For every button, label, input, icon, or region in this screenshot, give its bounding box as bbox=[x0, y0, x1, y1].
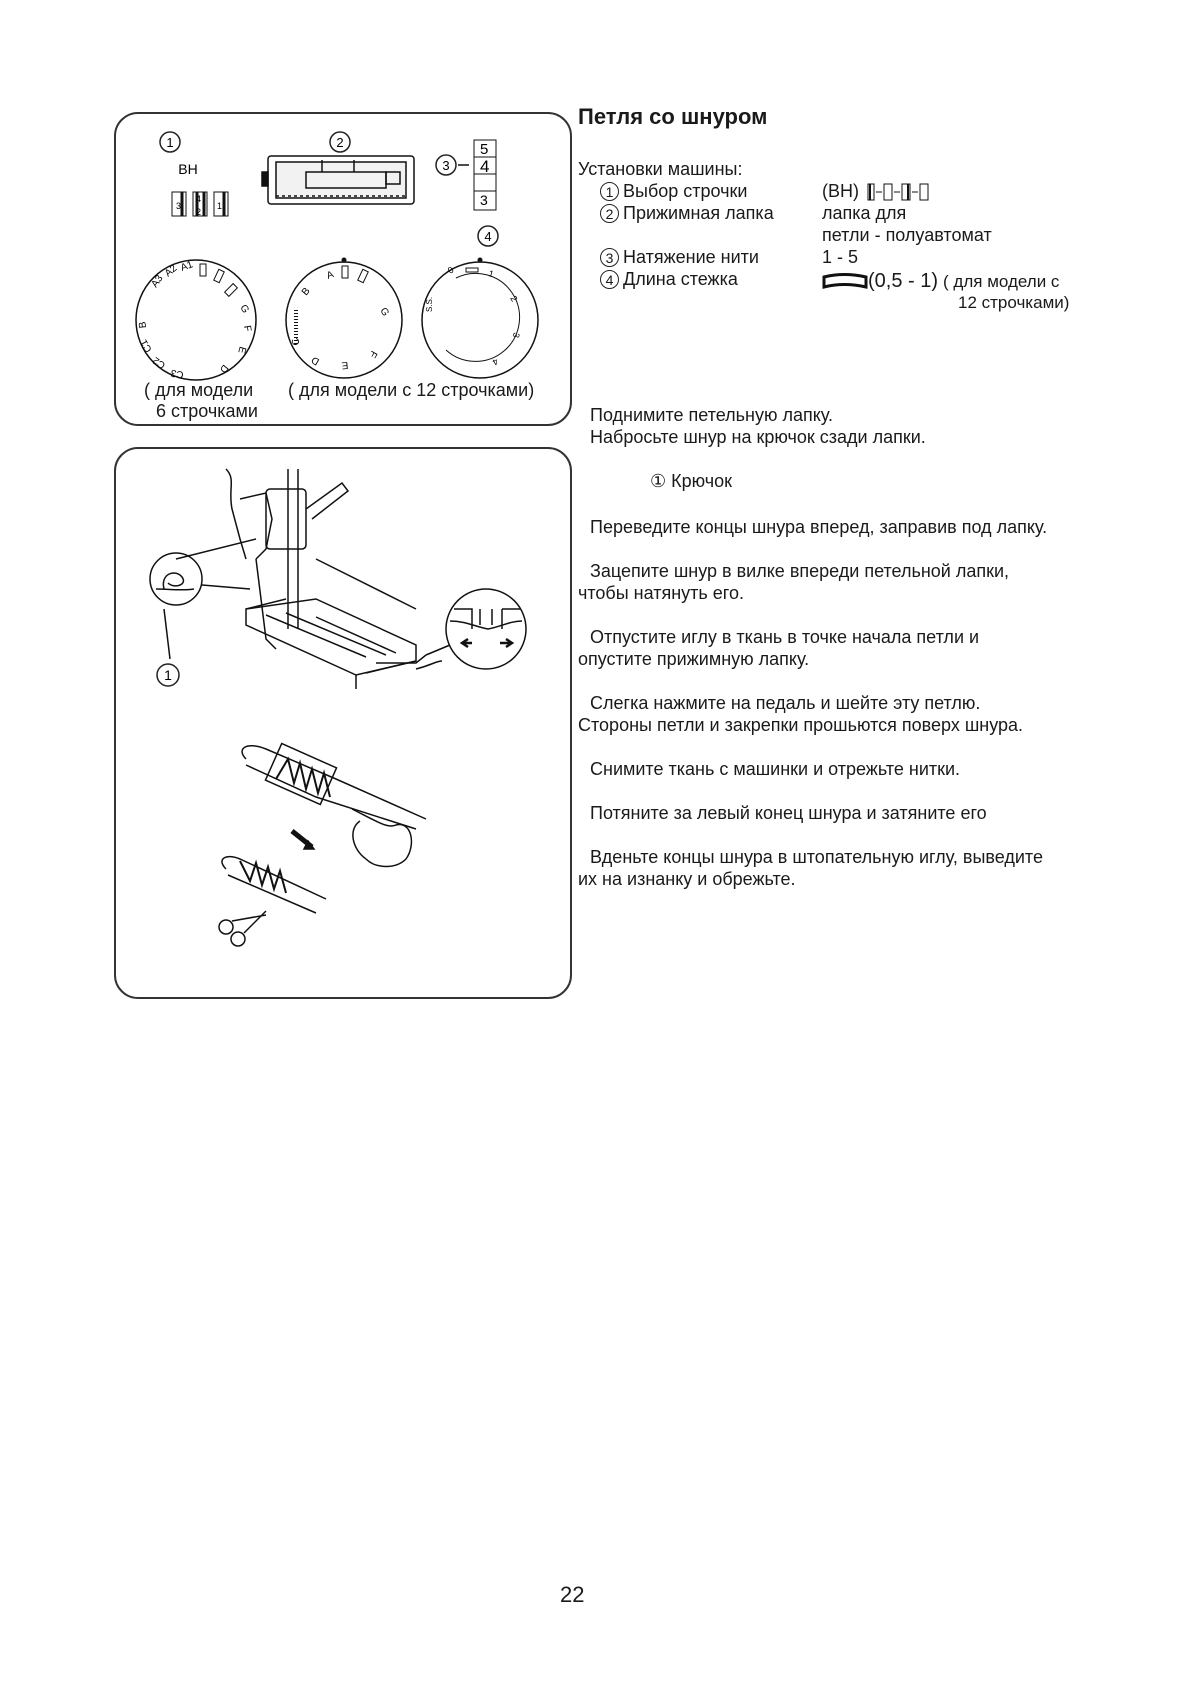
caption-6-patterns-line2: 6 строчками bbox=[156, 401, 258, 421]
caption-12-patterns: ( для модели с 12 строчками) bbox=[288, 380, 535, 400]
svg-text:0: 0 bbox=[446, 264, 456, 276]
svg-text:3: 3 bbox=[510, 331, 522, 339]
svg-text:1: 1 bbox=[487, 268, 495, 280]
svg-text:C2: C2 bbox=[150, 354, 168, 371]
setting-value-2: лапка для bbox=[822, 203, 907, 223]
step-5-line-2: опустите прижимную лапку. bbox=[578, 649, 810, 669]
svg-text:4: 4 bbox=[480, 157, 490, 176]
svg-text:4: 4 bbox=[490, 356, 500, 368]
caption-6-patterns: ( для модели bbox=[144, 380, 254, 400]
step-8-line-1: Потяните за левый конец шнура и затяните его bbox=[590, 803, 987, 823]
buttonhole-sequence-icon bbox=[864, 181, 944, 203]
setting-value-4: (0,5 - 1) ( для модели с bbox=[822, 270, 1059, 293]
settings-figure bbox=[116, 114, 570, 424]
svg-text:G: G bbox=[237, 303, 251, 316]
svg-text:3: 3 bbox=[480, 192, 488, 208]
svg-text:1: 1 bbox=[217, 201, 223, 211]
stitch-length-dial bbox=[422, 258, 538, 379]
setting-value-2b: петли - полуавтомат bbox=[822, 225, 992, 245]
setting-value-1: (ВН) bbox=[822, 180, 944, 203]
svg-text:C1: C1 bbox=[138, 337, 155, 354]
setting-row-2: 2 Прижимная лапка bbox=[600, 202, 774, 224]
stitch-length-icon bbox=[822, 272, 868, 292]
callout-4-top bbox=[478, 226, 498, 246]
svg-text:A1: A1 bbox=[179, 259, 195, 274]
svg-text:5: 5 bbox=[480, 141, 489, 158]
callout-1-top bbox=[160, 132, 180, 152]
step-3-line-1: Переведите концы шнура вперед, заправив под лапку. bbox=[590, 517, 1048, 537]
presser-foot-drawing bbox=[176, 469, 442, 689]
scissors-icon bbox=[219, 911, 266, 946]
svg-text:G: G bbox=[377, 306, 391, 319]
step-4-line-2: чтобы натянуть его. bbox=[578, 583, 744, 603]
svg-text:B: B bbox=[137, 321, 149, 329]
corded-buttonhole-drawing bbox=[219, 744, 426, 946]
step-6-line-1: Слегка нажмите на педаль и шейте эту петлю. bbox=[590, 693, 981, 713]
svg-text:A2: A2 bbox=[162, 263, 180, 280]
step-6-line-2: Стороны петли и закрепки прошьются поверх шнура. bbox=[578, 715, 1024, 735]
callout-3-top bbox=[436, 155, 456, 175]
settings-figure-panel bbox=[114, 112, 572, 426]
step-9-line-1: Вденьте концы шнура в штопательную иглу, выведите bbox=[590, 847, 1043, 867]
svg-text:B: B bbox=[299, 285, 313, 298]
step-1-line-2: Набросьте шнур на крючок сзади лапки. bbox=[590, 427, 926, 447]
cord-fork-detail bbox=[426, 589, 526, 669]
setting-row-1: 1 Выбор строчки bbox=[600, 180, 747, 202]
svg-text:A3: A3 bbox=[149, 273, 166, 290]
svg-text:2: 2 bbox=[196, 207, 202, 217]
svg-text:1: 1 bbox=[166, 135, 174, 150]
svg-text:3: 3 bbox=[442, 158, 450, 173]
svg-text:D: D bbox=[217, 362, 231, 375]
procedure-figure bbox=[116, 449, 570, 997]
hook-detail bbox=[150, 553, 250, 659]
procedure-figure-panel bbox=[114, 447, 572, 999]
setting-row-3: 3 Натяжение нити bbox=[600, 246, 759, 268]
callout-1-bottom bbox=[157, 664, 179, 686]
svg-text:4: 4 bbox=[484, 229, 492, 244]
buttonhole-foot-drawing bbox=[262, 156, 414, 204]
svg-text:3: 3 bbox=[176, 201, 182, 211]
svg-text:A: A bbox=[325, 269, 336, 282]
svg-text:2: 2 bbox=[508, 294, 520, 304]
svg-text:D: D bbox=[309, 353, 322, 367]
step-7-line-1: Снимите ткань с машинки и отрежьте нитки. bbox=[590, 759, 961, 779]
step-1-line-1: Поднимите петельную лапку. bbox=[590, 405, 834, 425]
page-number: 22 bbox=[560, 1582, 585, 1607]
step-5-line-1: Отпустите иглу в ткань в точке начала петли и bbox=[590, 627, 980, 647]
setting-note-4: 12 строчками) bbox=[958, 293, 1070, 312]
callout-2-top bbox=[330, 132, 350, 152]
settings-heading: Установки машины: bbox=[578, 159, 743, 179]
svg-text:4: 4 bbox=[196, 194, 202, 204]
step-2-hook-legend: ① Крючок bbox=[650, 471, 733, 491]
svg-text:S.S.: S.S. bbox=[425, 296, 434, 312]
svg-text:C: C bbox=[290, 336, 303, 347]
step-9-line-2: их на изнанку и обрежьте. bbox=[578, 869, 796, 889]
setting-row-4: 4 Длина стежка bbox=[600, 268, 738, 290]
svg-text:F: F bbox=[366, 348, 379, 360]
svg-text:2: 2 bbox=[336, 135, 344, 150]
setting-value-3: 1 - 5 bbox=[822, 247, 859, 267]
svg-text:E: E bbox=[341, 359, 349, 371]
pattern-dial-12 bbox=[286, 258, 402, 379]
svg-text:C3: C3 bbox=[170, 366, 185, 380]
svg-text:E: E bbox=[235, 345, 248, 355]
step-4-line-1: Зацепите шнур в вилке впереди петельной лапки, bbox=[590, 561, 1010, 581]
bh-label: ВН bbox=[178, 161, 198, 177]
page-title: Петля со шнуром bbox=[578, 104, 768, 129]
pattern-dial-6 bbox=[136, 259, 256, 380]
svg-text:F: F bbox=[241, 324, 253, 333]
svg-text:1: 1 bbox=[164, 667, 172, 683]
